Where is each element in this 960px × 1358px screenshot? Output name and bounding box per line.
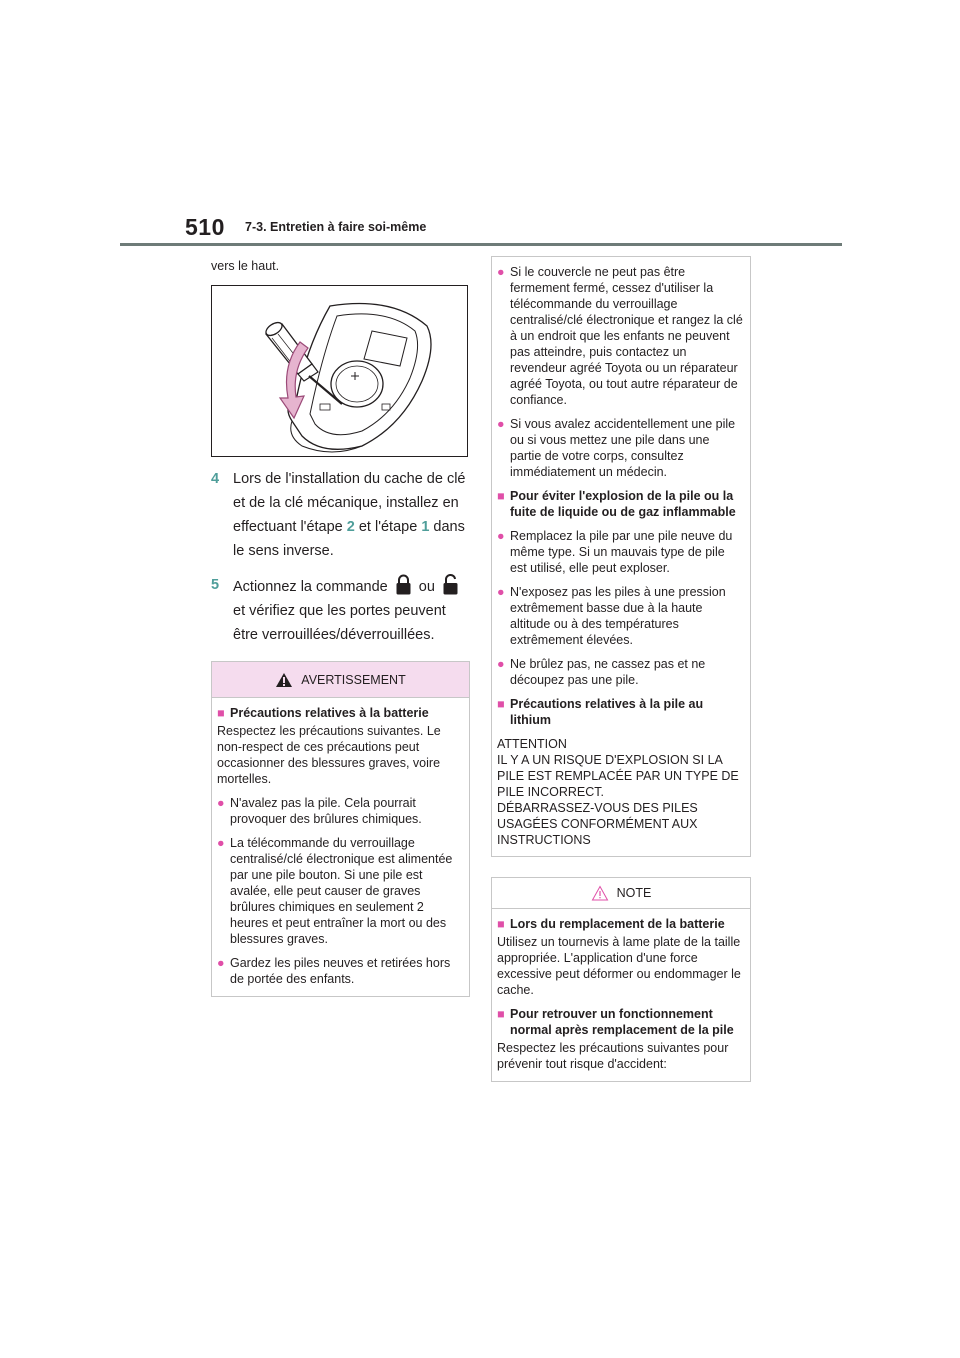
warning-bullet-text: N'avalez pas la pile. Cela pourrait provoquer des brûlures chimiques. [230, 796, 422, 826]
battery-illustration [211, 285, 468, 457]
warning-box [211, 661, 470, 997]
step-5-text [233, 573, 471, 647]
step-4-text-a: Lors de l'installation du cache de clé et de la clé mécanique, installez en effectuant l'étape [233, 471, 466, 535]
step-ref-2: 2 [346, 519, 355, 535]
warning-triangle-icon [275, 672, 293, 688]
caution-outline-icon [591, 885, 609, 901]
step-4-text-c: dans le sens inverse. [233, 519, 465, 559]
page-number: 510 [185, 214, 225, 240]
dot-bullet-icon: ● [217, 796, 225, 810]
dot-bullet-icon: ● [497, 657, 505, 671]
warning-bullet-text: N'exposez pas les piles à une pression extrêmement basse due à la haute altitude ou à des températures extrêmement élevées. [510, 585, 726, 647]
lithium-heading [497, 696, 744, 728]
warning-bullet-text: La télécommande du verrouillage centralisé/clé électronique est alimentée par une pile bouton. Si une pile est avalée, elle peut causer de graves brûlures chimiques en seulement 2 heures et peut entraîner la mort ou des blessures graves. [230, 836, 453, 946]
warning-bullet [497, 416, 744, 480]
step-4 [211, 467, 471, 563]
note-text-1: Utilisez un tournevis à lame plate de la taille appropriée. L'application d'une force excessive peut déformer ou endommager le cache. [497, 935, 741, 997]
note-heading-1 [497, 916, 744, 932]
lithium-heading-text: Précautions relatives à la pile au lithium [510, 697, 704, 727]
square-bullet-icon: ■ [497, 1007, 505, 1021]
warning-continued-box [491, 256, 751, 857]
warning-intro: Respectez les précautions suivantes. Le non-respect de ces précautions peut occasionner des blessures graves, voire mortelles. [217, 724, 441, 786]
warning-bullet-text: Remplacez la pile par une pile neuve du même type. Si un mauvais type de pile est utilisé, elle peut exploser. [510, 529, 733, 575]
warning-heading [217, 705, 463, 721]
note-header [492, 878, 750, 909]
step-4-text-b: et l'étape [354, 519, 422, 535]
warning-bullet-text: Ne brûlez pas, ne cassez pas et ne découpez pas une pile. [510, 657, 706, 687]
lithium-caution-text: ATTENTION IL Y A UN RISQUE D'EXPLOSION SI LA PILE EST REMPLACÉE PAR UN TYPE DE PILE INCORRECT. DÉBARRASSEZ-VOUS DES PILES USAGÉES CONFORMÉMENT AUX INSTRUCTIONS [497, 737, 739, 847]
note-heading-1-text: Lors du remplacement de la batterie [510, 917, 725, 931]
explosion-heading [497, 488, 744, 520]
step-5-text-a: Actionnez la commande [233, 579, 392, 595]
left-column [211, 258, 471, 997]
step-4-text [233, 467, 471, 563]
explosion-heading-text: Pour éviter l'explosion de la pile ou la fuite de liquide ou de gaz inflammable [510, 489, 736, 519]
square-bullet-icon: ■ [497, 697, 505, 711]
note-heading-2-text: Pour retrouver un fonctionnement normal après remplacement de la pile [510, 1007, 734, 1037]
square-bullet-icon: ■ [497, 917, 505, 931]
continued-text: vers le haut. [211, 259, 280, 273]
warning-bullet [217, 795, 463, 827]
warning-bullet [497, 656, 744, 688]
dot-bullet-icon: ● [497, 417, 505, 431]
section-title: 7-3. Entretien à faire soi-même [245, 220, 427, 234]
step-5-text-or: ou [414, 579, 439, 595]
warning-bullet [497, 584, 744, 648]
unlock-icon [443, 573, 458, 595]
dot-bullet-icon: ● [497, 529, 505, 543]
warning-bullet-text: Si vous avalez accidentellement une pile ou si vous mettez une pile dans une partie de votre corps, consultez immédiatement un médecin. [510, 417, 736, 479]
note-body [492, 909, 750, 1081]
warning-body [212, 698, 469, 996]
warning-bullet [217, 955, 463, 987]
warning-bullet [497, 528, 744, 576]
dot-bullet-icon: ● [217, 956, 225, 970]
note-text-2: Respectez les précautions suivantes pour prévenir tout risque d'accident: [497, 1041, 729, 1071]
note-title: NOTE [616, 886, 652, 900]
warning-heading-text: Précautions relatives à la batterie [230, 706, 429, 720]
dot-bullet-icon: ● [497, 265, 505, 279]
warning-title: AVERTISSEMENT [301, 672, 406, 687]
step-5 [211, 573, 471, 647]
dot-bullet-icon: ● [217, 836, 225, 850]
right-column [491, 256, 751, 1082]
step-ref-1: 1 [421, 519, 430, 535]
warning-bullet-text: Gardez les piles neuves et retirées hors de portée des enfants. [230, 956, 451, 986]
step-4-number: 4 [211, 471, 220, 487]
header-rule [120, 243, 842, 246]
warning-bullet [497, 264, 744, 408]
lock-icon [396, 573, 411, 595]
warning-header [212, 662, 469, 698]
key-battery-drawing [212, 286, 468, 457]
warning-bullet-text: Si le couvercle ne peut pas être fermement fermé, cessez d'utiliser la télécommande du verrouillage centralisé/clé électronique et rangez la clé à un endroit que les enfants ne peuvent pas atteindre, puis contactez un revendeur agréé Toyota ou un réparateur agréé Toyota, ou tout autre réparateur de confiance. [510, 265, 743, 407]
note-box [491, 877, 751, 1082]
square-bullet-icon: ■ [497, 489, 505, 503]
dot-bullet-icon: ● [497, 585, 505, 599]
step-5-number: 5 [211, 577, 220, 593]
square-bullet-icon: ■ [217, 706, 225, 720]
step-5-text-b: et vérifiez que les portes peuvent être verrouillées/déverrouillées. [233, 603, 446, 643]
note-heading-2 [497, 1006, 744, 1038]
warning-bullet [217, 835, 463, 947]
